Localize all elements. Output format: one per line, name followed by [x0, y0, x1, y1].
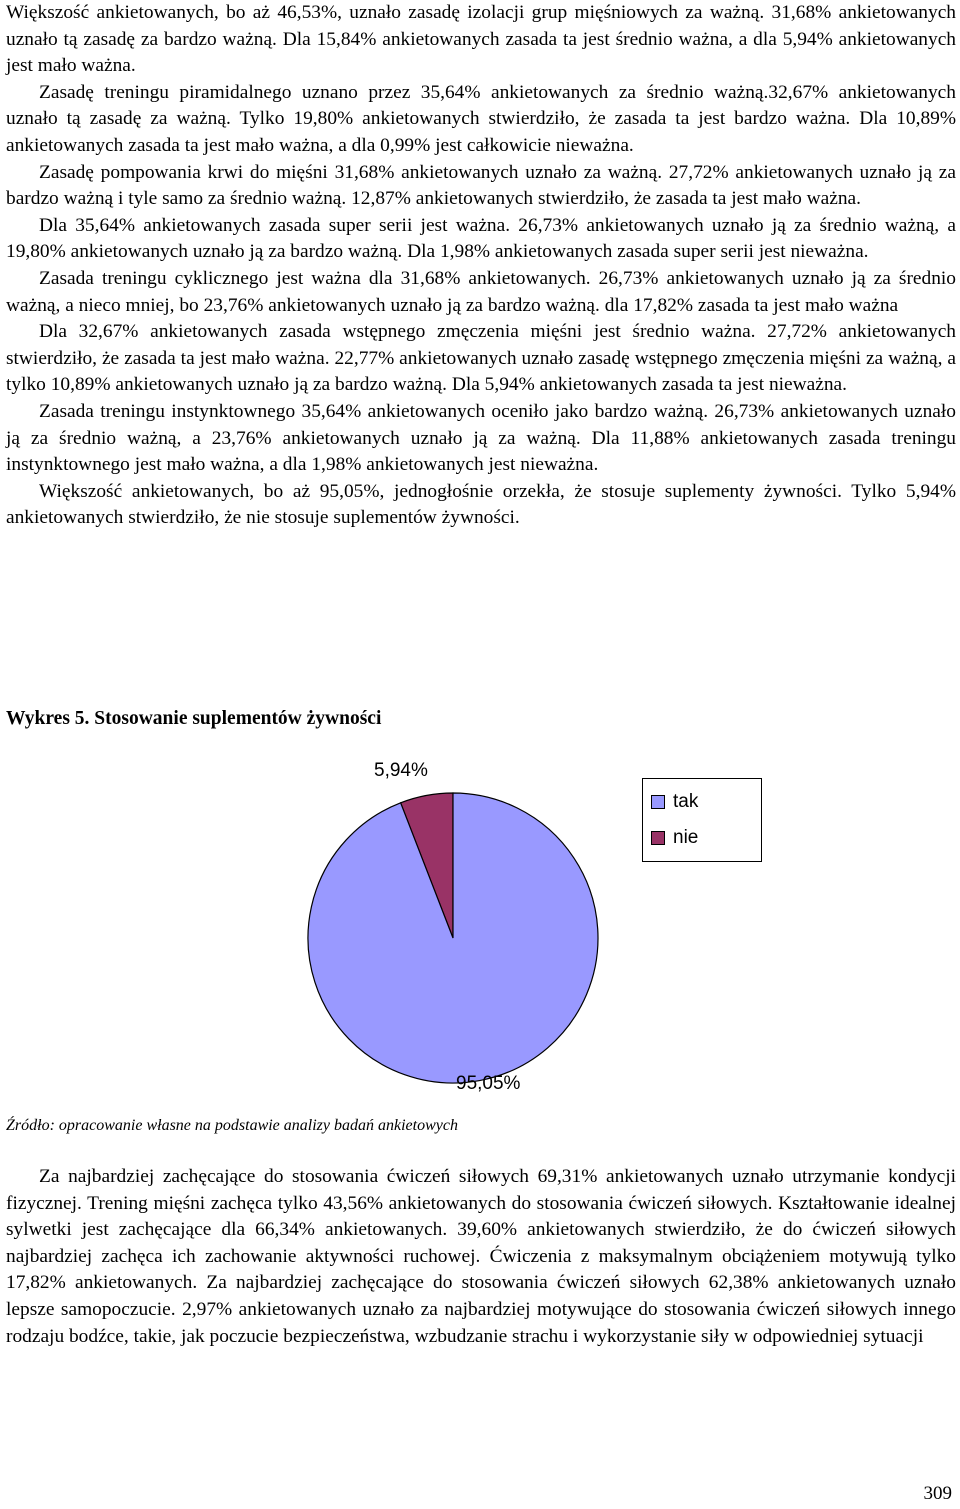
pie-slice-tak — [308, 793, 598, 1083]
paragraph-motivation: Za najbardziej zachęcające do stosowania ćwiczeń siłowych 69,31% ankietowanych uznało utrzymanie kondycji fizycznej. Trening mięśni zachęca tylko 43,56% ankietowanych do stosowania ćwiczeń siłowych. Kształtowanie idealnej sylwetki jest zachęcające dla 66,34% ankietowanych. 39,60% ankietowanych stwierdziło, że do ćwiczeń siłowych najbardziej zachęca ich zachowanie aktywności ruchowej. Ćwiczenia z maksymalnym obciążeniem motywują tylko 17,82% ankietowanych. Za najbardziej zachęcające do stosowania ćwiczeń siłowych 62,38% ankietowanych uznało lepsze samopoczucie. 2,97% ankietowanych uznało za najbardziej motywujące do stosowania ćwiczeń siłowych innego rodzaju bodźce, takie, jak poczucie bezpieczeństwa, wzbudzanie strachu i wykorzystanie siły w odpowiedniej sytuacji — [6, 1166, 956, 1347]
chart-legend — [642, 778, 762, 862]
legend-item-nie — [651, 827, 698, 849]
paragraph-instinctive: Zasada treningu instynktownego 35,64% ankietowanych oceniło jako bardzo ważną. 26,73% ankietowanych uznało ją za średnio ważną, a 23,76% ankietowanych uznało ją za ważną. Dla 11,88% ankietowanych zasada treningu instynktownego jest mało ważna, a dla 1,98% ankietowanych jest nieważna. — [6, 400, 956, 476]
data-label-nie: 5,94% — [374, 760, 428, 781]
legend-label-tak: tak — [673, 791, 699, 812]
paragraph-pyramid: Zasadę treningu piramidalnego uznano przez 35,64% ankietowanych za średnio ważną.32,67% ankietowanych uznało tą zasadę za ważną. Tylko 19,80% ankietowanych stwierdziło, że zasada ta jest bardzo ważna. Dla 10,89% ankietowanych zasada ta jest mało ważna, a dla 0,99% jest całkowicie nieważna. — [6, 81, 956, 156]
pie-chart-svg — [0, 740, 960, 1120]
paragraph-supplements: Większość ankietowanych, bo aż 95,05%, jednogłośnie orzekła, że stosuje suplementy żywności. Tylko 5,94% ankietowanych stwierdziło, że nie stosuje suplementów żywności. — [6, 480, 956, 529]
pie-chart — [0, 740, 960, 1120]
source-note: Źródło: opracowanie własne na podstawie analizy badań ankietowych — [6, 1117, 458, 1134]
page-number: 309 — [923, 1483, 952, 1504]
text-block-top — [6, 0, 956, 532]
paragraph-cyclic: Zasada treningu cyklicznego jest ważna dla 31,68% ankietowanych. 26,73% ankietowanych uznało ją za średnio ważną, a nieco mniej, bo 23,76% ankietowanych uznało ją za bardzo ważną. dla 17,82% zasada ta jest mało ważna — [6, 267, 956, 316]
figure-heading: Wykres 5. Stosowanie suplementów żywności — [6, 708, 382, 729]
paragraph-superseries: Dla 35,64% ankietowanych zasada super serii jest ważna. 26,73% ankietowanych uznało ją za średnio ważną, a 19,80% ankietowanych uznało ją za bardzo ważną. Dla 1,98% ankietowanych zasada super serii jest nieważna. — [6, 214, 956, 263]
paragraph-isolation: Większość ankietowanych, bo aż 46,53%, uznało zasadę izolacji grup mięśniowych za ważną. 31,68% ankietowanych uznało tą zasadę za bardzo ważną. Dla 15,84% ankietowanych zasada ta jest średnio ważna, a dla 5,94% ankietowanych jest mało ważna. — [6, 2, 956, 77]
paragraph-pumping: Zasadę pompowania krwi do mięśni 31,68% ankietowanych uznało za ważną. 27,72% ankietowanych uznało ją za bardzo ważną i tyle samo za średnio ważną. 12,87% ankietowanych stwierdziło, że zasada ta jest mało ważna. — [6, 161, 956, 210]
data-label-tak: 95,05% — [456, 1073, 521, 1094]
legend-swatch-tak — [651, 795, 665, 809]
text-block-bottom — [6, 1164, 956, 1350]
paragraph-preexhaust: Dla 32,67% ankietowanych zasada wstępnego zmęczenia mięśni jest średnio ważna. 27,72% ankietowanych stwierdziło, że zasada ta jest mało ważna. 22,77% ankietowanych uznało zasadę wstępnego zmęczenia mięśni za ważną, a tylko 10,89% ankietowanych uznało ją za bardzo ważną. Dla 5,94% ankietowanych zasada ta jest nieważna. — [6, 321, 956, 396]
legend-swatch-nie — [651, 831, 665, 845]
legend-item-tak — [651, 791, 698, 813]
legend-label-nie: nie — [673, 827, 699, 848]
